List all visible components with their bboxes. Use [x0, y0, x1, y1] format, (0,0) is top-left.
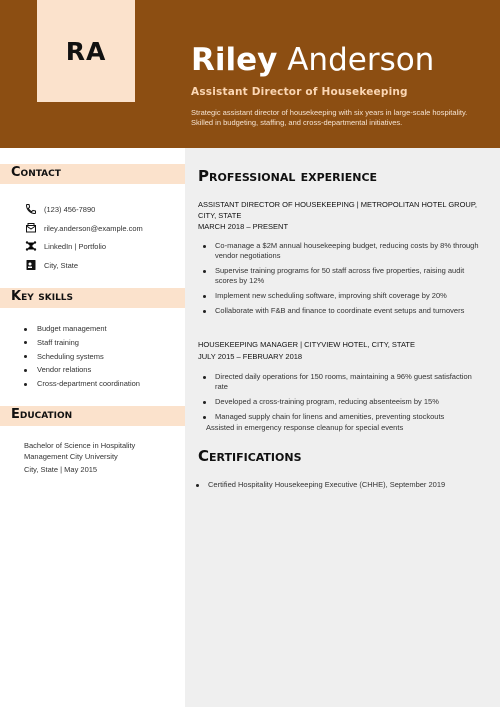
education-location-date: City, State | May 2015	[24, 465, 98, 474]
first-name: Riley	[191, 42, 278, 78]
education-heading-text: Education	[11, 407, 73, 422]
skills-list	[24, 323, 140, 392]
job-title-1: ASSISTANT DIRECTOR OF HOUSEKEEPING | METROPOLITAN HOTEL GROUP, CITY, STATE	[198, 200, 477, 220]
job-title-2: HOUSEKEEPING MANAGER | CITYVIEW HOTEL, CITY, STATE	[198, 340, 415, 349]
resume-header	[0, 0, 500, 148]
network-icon	[24, 240, 37, 253]
job-title: Assistant Director of Housekeeping	[191, 86, 408, 98]
skill-item: Budget management	[24, 323, 140, 337]
skill-item: Cross-department coordination	[24, 378, 140, 392]
duty-item: Co-manage a $2M annual housekeeping budget, reducing costs by 8% through vendor negotiations	[198, 241, 483, 261]
duty-item: Directed daily operations for 150 rooms, maintaining a 96% guest satisfaction rate	[198, 372, 483, 392]
job-duties-2	[198, 372, 483, 422]
contact-heading	[0, 164, 185, 184]
skills-heading	[0, 288, 185, 308]
skill-item: Staff training	[24, 337, 140, 351]
job-dates-2: JULY 2015 – FEBRUARY 2018	[198, 352, 303, 361]
phone-icon	[24, 203, 37, 216]
job-extra-line: Assisted in emergency response cleanup for special events	[206, 423, 404, 432]
experience-heading: Professional experience	[198, 167, 378, 185]
contact-location	[24, 258, 79, 272]
duty-item: Developed a cross-training program, reducing absenteeism by 15%	[198, 397, 483, 407]
contact-heading-text: Contact	[11, 165, 61, 180]
certifications-heading: Certifications	[198, 447, 302, 465]
email-icon	[24, 222, 37, 235]
contact-email	[24, 221, 143, 235]
education-degree: Bachelor of Science in Hospitality Management City University	[24, 441, 136, 461]
monogram-box	[37, 0, 135, 102]
skills-heading-text: Key skills	[11, 289, 74, 304]
profile-links[interactable]: LinkedIn | Portfolio	[44, 241, 106, 251]
certification-item: Certified Hospitality Housekeeping Executive (CHHE), September 2019	[191, 480, 486, 490]
education-heading	[0, 406, 185, 426]
location-text: City, State	[44, 260, 79, 270]
last-name: Anderson	[287, 42, 435, 78]
duty-item: Supervise training programs for 50 staff across five properties, raising audit scores by 12%	[198, 266, 483, 286]
skill-item: Vendor relations	[24, 364, 140, 378]
summary: Strategic assistant director of housekeeping with six years in large-scale hospitality. Skilled in budgeting, staffing, and cross-departmental initiatives.	[191, 108, 468, 127]
skill-item: Scheduling systems	[24, 351, 140, 365]
duty-item: Implement new scheduling software, improving shift coverage by 20%	[198, 291, 483, 301]
email-link[interactable]: riley.anderson@example.com	[44, 223, 143, 233]
contact-links	[24, 239, 106, 253]
job-dates-1: MARCH 2018 – PRESENT	[198, 222, 289, 231]
full-name	[191, 42, 434, 78]
location-badge-icon	[24, 259, 37, 272]
job-duties-1	[198, 241, 483, 316]
certifications-list	[191, 480, 486, 490]
duty-item: Collaborate with F&B and finance to coordinate event setups and turnovers	[198, 306, 483, 316]
duty-item: Managed supply chain for linens and amenities, preventing stockouts	[198, 412, 483, 422]
monogram: RA	[65, 36, 107, 66]
contact-phone	[24, 202, 96, 216]
phone-text: (123) 456-7890	[44, 204, 96, 214]
